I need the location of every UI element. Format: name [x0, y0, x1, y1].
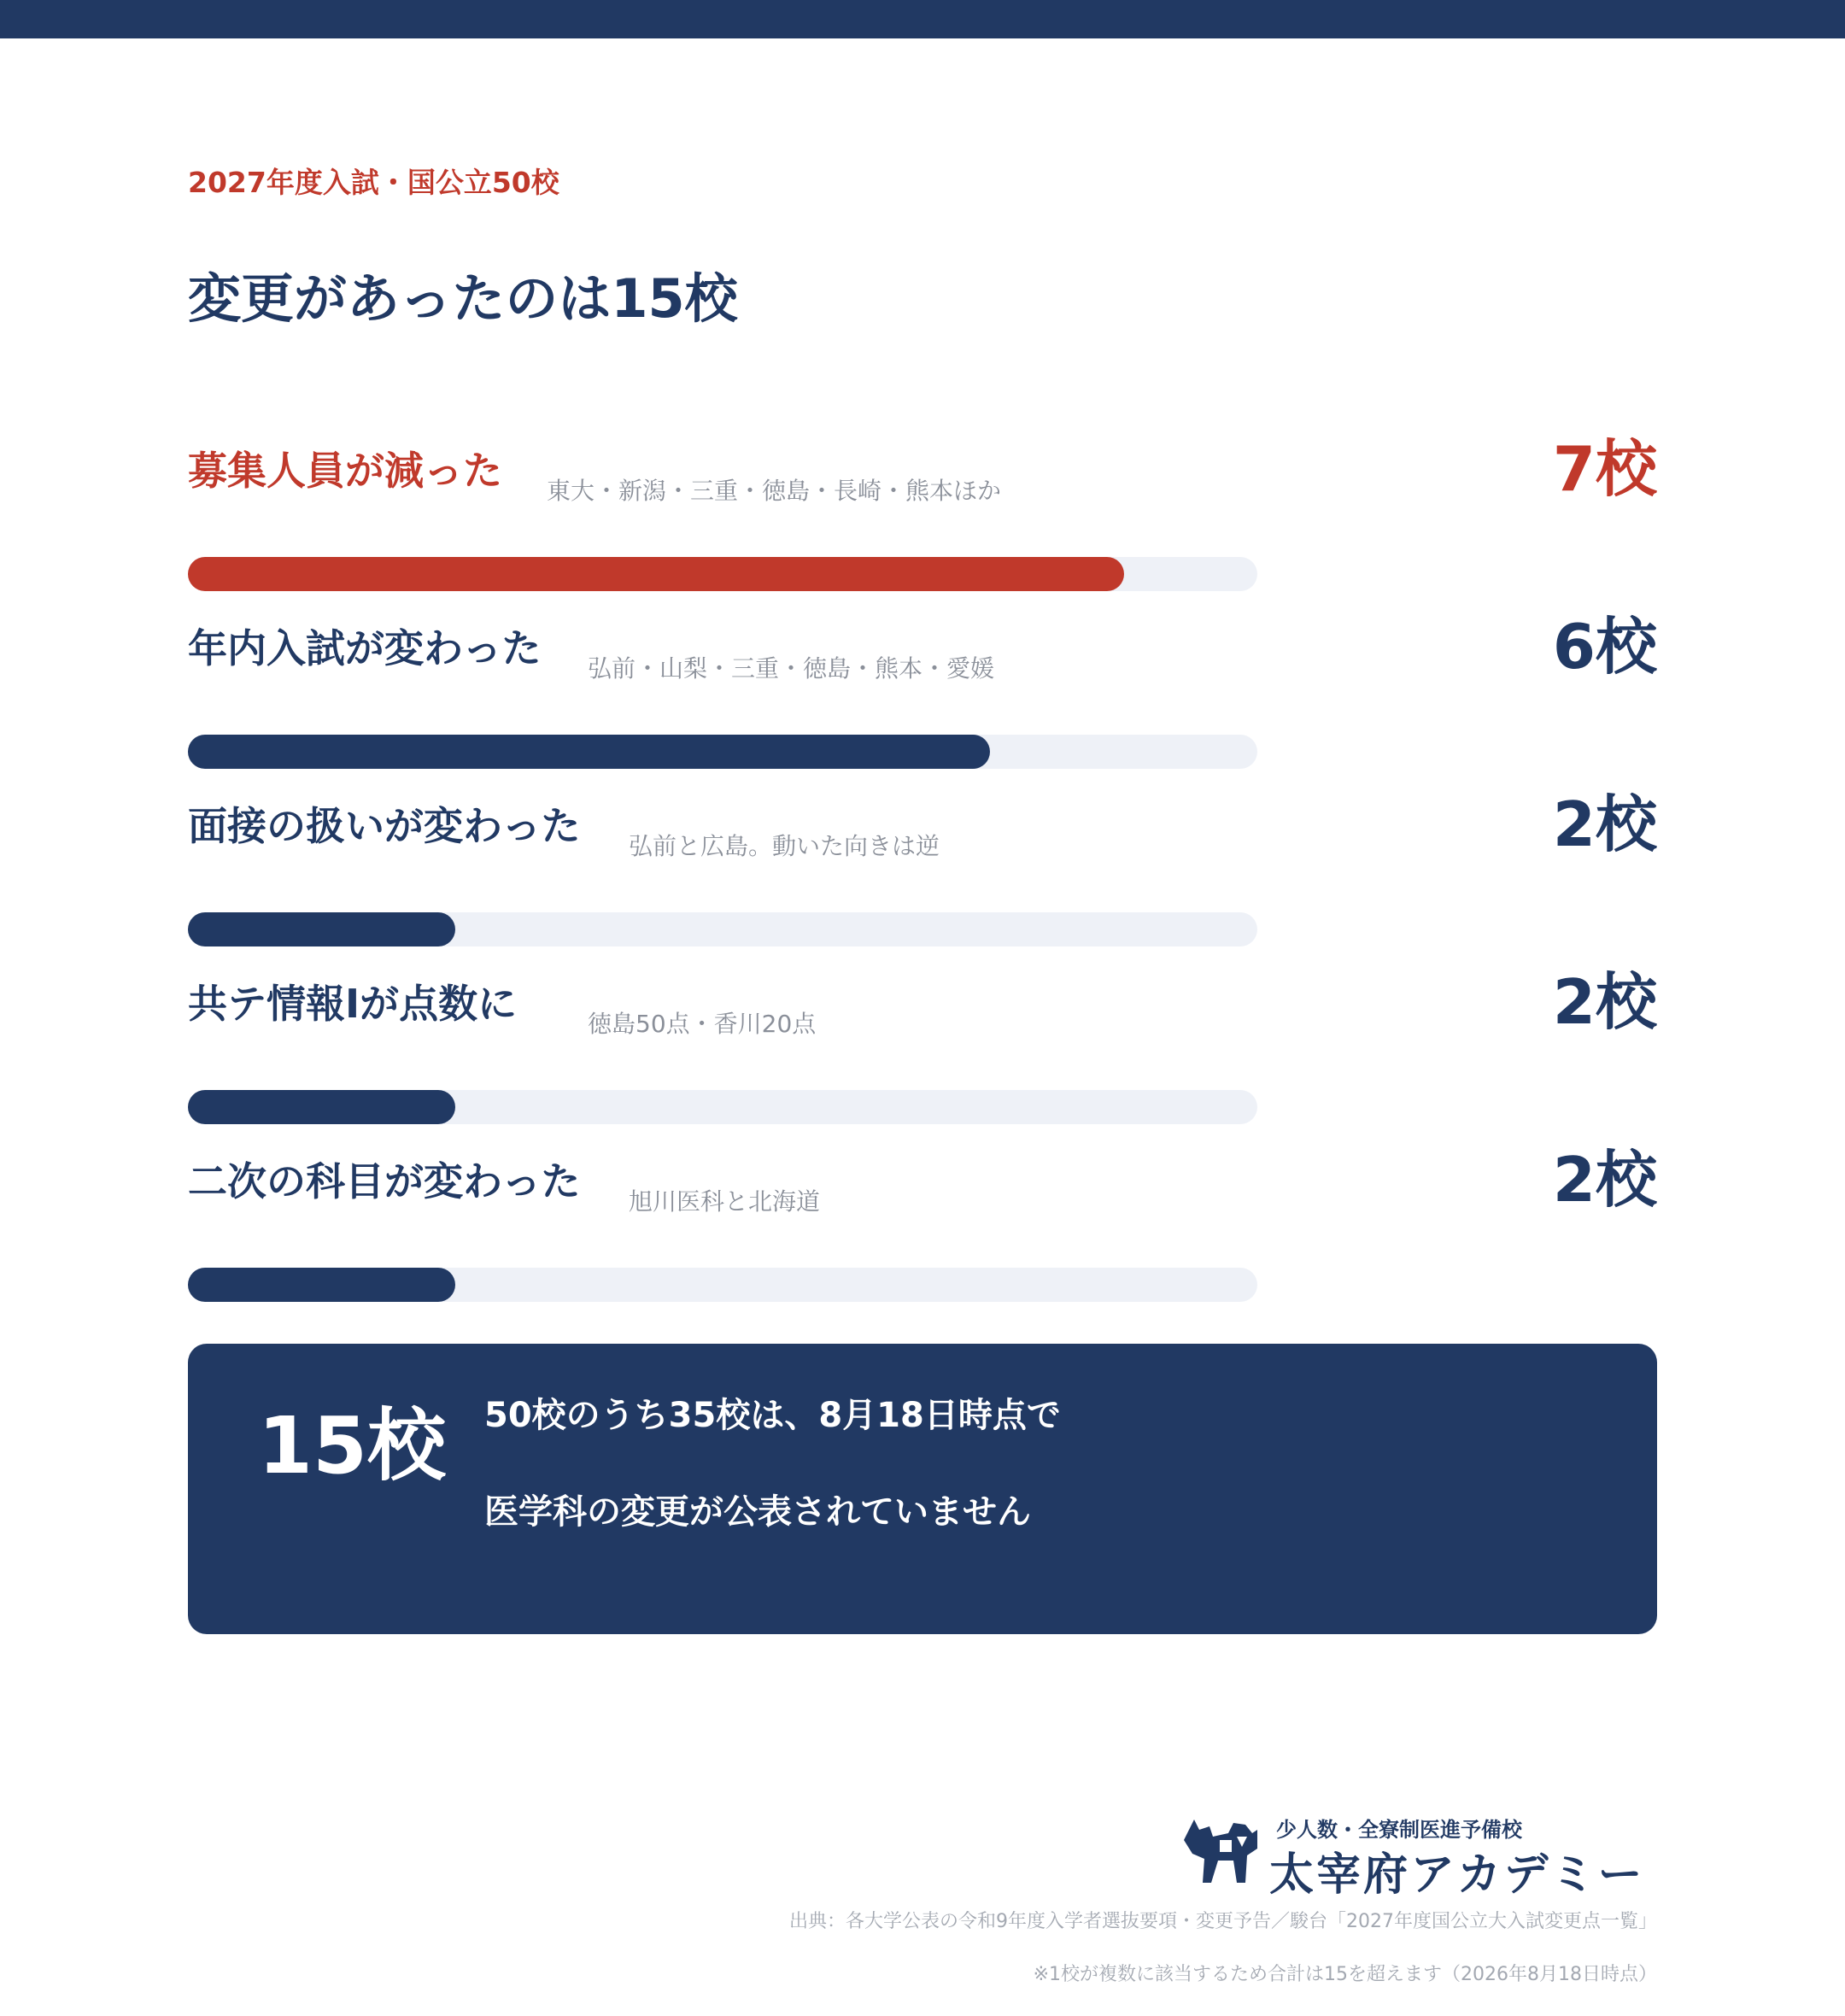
summary-line-2: 医学科の変更が公表されていません: [484, 1492, 1031, 1532]
page-title: 変更があったのは15校: [188, 267, 738, 330]
bar: [188, 557, 1124, 591]
eyebrow: 2027年度入試・国公立50校: [188, 166, 559, 199]
value-label: 6校: [1552, 611, 1657, 683]
bar: [188, 1090, 455, 1124]
bar-track: [188, 1090, 1257, 1124]
footnote: ※1校が複数に該当するため合計は15を超えます（2026年8月18日時点）: [1033, 1964, 1657, 1985]
value-label: 2校: [1552, 966, 1657, 1038]
summary-panel: [188, 1344, 1657, 1634]
source-note: 出典：各大学公表の令和9年度入学者選抜要項・変更予告／駿台「2027年度国公立大入試変更点一覧」: [789, 1911, 1657, 1932]
category-note: 徳島50点・香川20点: [588, 1010, 817, 1038]
bar: [188, 735, 990, 769]
category-label: 募集人員が減った: [188, 448, 502, 494]
category-note: 弘前と広島。動いた向きは逆: [629, 832, 940, 860]
value-label: 2校: [1552, 1144, 1657, 1216]
category-label: 共テ情報Ⅰが点数に: [188, 981, 518, 1027]
bar-track: [188, 912, 1257, 946]
category-label: 面接の扱いが変わった: [188, 803, 581, 849]
summary-line-1: 50校のうち35校は、8月18日時点で: [484, 1396, 1061, 1435]
category-note: 旭川医科と北海道: [629, 1187, 821, 1216]
bar-track: [188, 735, 1257, 769]
logo: [1180, 1811, 1659, 1901]
dog-mark-icon: [1180, 1811, 1259, 1886]
category-label: 二次の科目が変わった: [188, 1158, 581, 1204]
logo-tagline: 少人数・全寮制医進予備校: [1276, 1817, 1522, 1842]
summary-total: 15校: [258, 1400, 447, 1491]
bar: [188, 912, 455, 946]
logo-name: 太宰府アカデミー: [1269, 1849, 1645, 1901]
value-label: 7校: [1552, 433, 1657, 505]
bar-track: [188, 1268, 1257, 1302]
category-label: 年内入試が変わった: [188, 625, 542, 671]
category-note: 東大・新潟・三重・徳島・長崎・熊本ほか: [547, 477, 1002, 505]
bar-track: [188, 557, 1257, 591]
bar: [188, 1268, 455, 1302]
category-note: 弘前・山梨・三重・徳島・熊本・愛媛: [588, 654, 995, 683]
value-label: 2校: [1552, 788, 1657, 860]
